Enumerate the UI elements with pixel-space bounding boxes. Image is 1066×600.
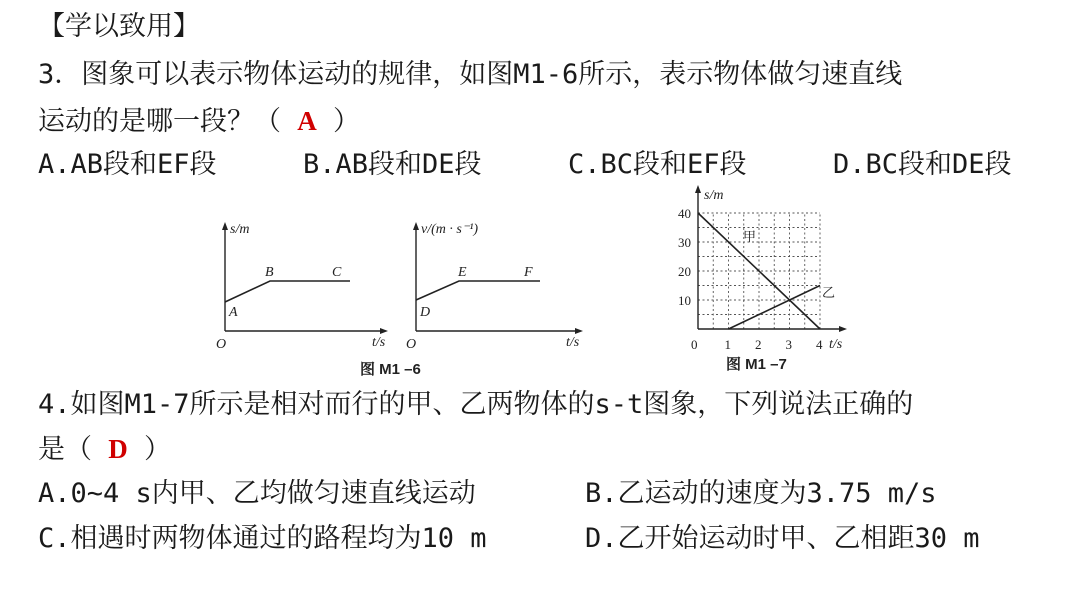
graph2-line	[416, 281, 540, 300]
graph1-origin: O	[216, 337, 227, 352]
graph2-point-e: E	[458, 265, 467, 280]
graph2-point-f: F	[524, 265, 533, 280]
q3-answer: A	[297, 106, 317, 136]
q3-stem-suffix: ）	[316, 106, 361, 137]
x-tick-label: 3	[785, 337, 792, 352]
graph1-point-b: B	[265, 265, 274, 280]
chart-ylabel: s/m	[704, 188, 724, 203]
q3-stem-prefix: 运动的是哪一段？（	[38, 106, 298, 137]
q3-option-a: A.AB段和EF段	[38, 149, 217, 180]
q4-stem-suffix: ）	[127, 434, 172, 465]
q3-option-d: D.BC段和DE段	[833, 149, 1012, 180]
graph1-line	[225, 281, 350, 302]
graph1-y-arrow	[222, 222, 228, 230]
q4-answer: D	[108, 434, 128, 464]
graph-s-t	[216, 222, 388, 352]
chart-m1-7	[678, 185, 847, 352]
y-tick-label: 10	[678, 293, 691, 308]
x-tick-label: 1	[724, 337, 731, 352]
q4-stem-prefix: 是（	[38, 434, 109, 465]
graph2-origin: O	[406, 337, 417, 352]
q4-option-a: A.0~4 s内甲、乙均做匀速直线运动	[38, 478, 476, 509]
x-tick-label: 4	[816, 337, 823, 352]
fig-m1-7-caption: 图 M1 –7	[726, 356, 787, 373]
graph2-y-arrow	[413, 222, 419, 230]
x-tick-label: 2	[755, 337, 762, 352]
chart-x-arrow	[839, 326, 847, 332]
x-tick-label: 0	[691, 337, 698, 352]
q3-option-b: B.AB段和DE段	[303, 149, 482, 180]
series-yi-label: 乙	[822, 285, 836, 300]
graph1-ylabel: s/m	[230, 222, 250, 237]
section-header: 【学以致用】	[38, 11, 200, 42]
chart-xlabel: t/s	[829, 337, 843, 352]
graph-v-t	[406, 222, 583, 352]
y-tick-label: 20	[678, 264, 691, 279]
q4-option-b: B.乙运动的速度为3.75 m/s	[585, 478, 937, 509]
y-tick-label: 40	[678, 206, 691, 221]
graph1-point-c: C	[332, 265, 342, 280]
series-jia-label: 甲	[743, 229, 757, 244]
q4-stem-line1: 4.如图M1-7所示是相对而行的甲、乙两物体的s-t图象，下列说法正确的	[38, 389, 914, 420]
q3-option-c: C.BC段和EF段	[568, 149, 747, 180]
fig-m1-6-caption: 图 M1 –6	[360, 361, 421, 378]
graph2-point-d: D	[420, 305, 431, 320]
graph1-point-a: A	[229, 305, 238, 320]
graph2-ylabel: v/(m · s⁻¹)	[421, 222, 479, 237]
q4-option-d: D.乙开始运动时甲、乙相距30 m	[585, 523, 980, 554]
graph1-x-arrow	[380, 328, 388, 334]
q4-stem-line2	[38, 432, 171, 467]
graph2-xlabel: t/s	[566, 335, 580, 350]
chart-y-arrow	[695, 185, 701, 193]
q3-stem-line1: 3．图象可以表示物体运动的规律，如图M1-6所示，表示物体做匀速直线	[38, 59, 903, 90]
y-tick-label: 30	[678, 235, 691, 250]
q4-option-c: C.相遇时两物体通过的路程均为10 m	[38, 523, 487, 554]
graph2-x-arrow	[575, 328, 583, 334]
graph1-xlabel: t/s	[372, 335, 386, 350]
